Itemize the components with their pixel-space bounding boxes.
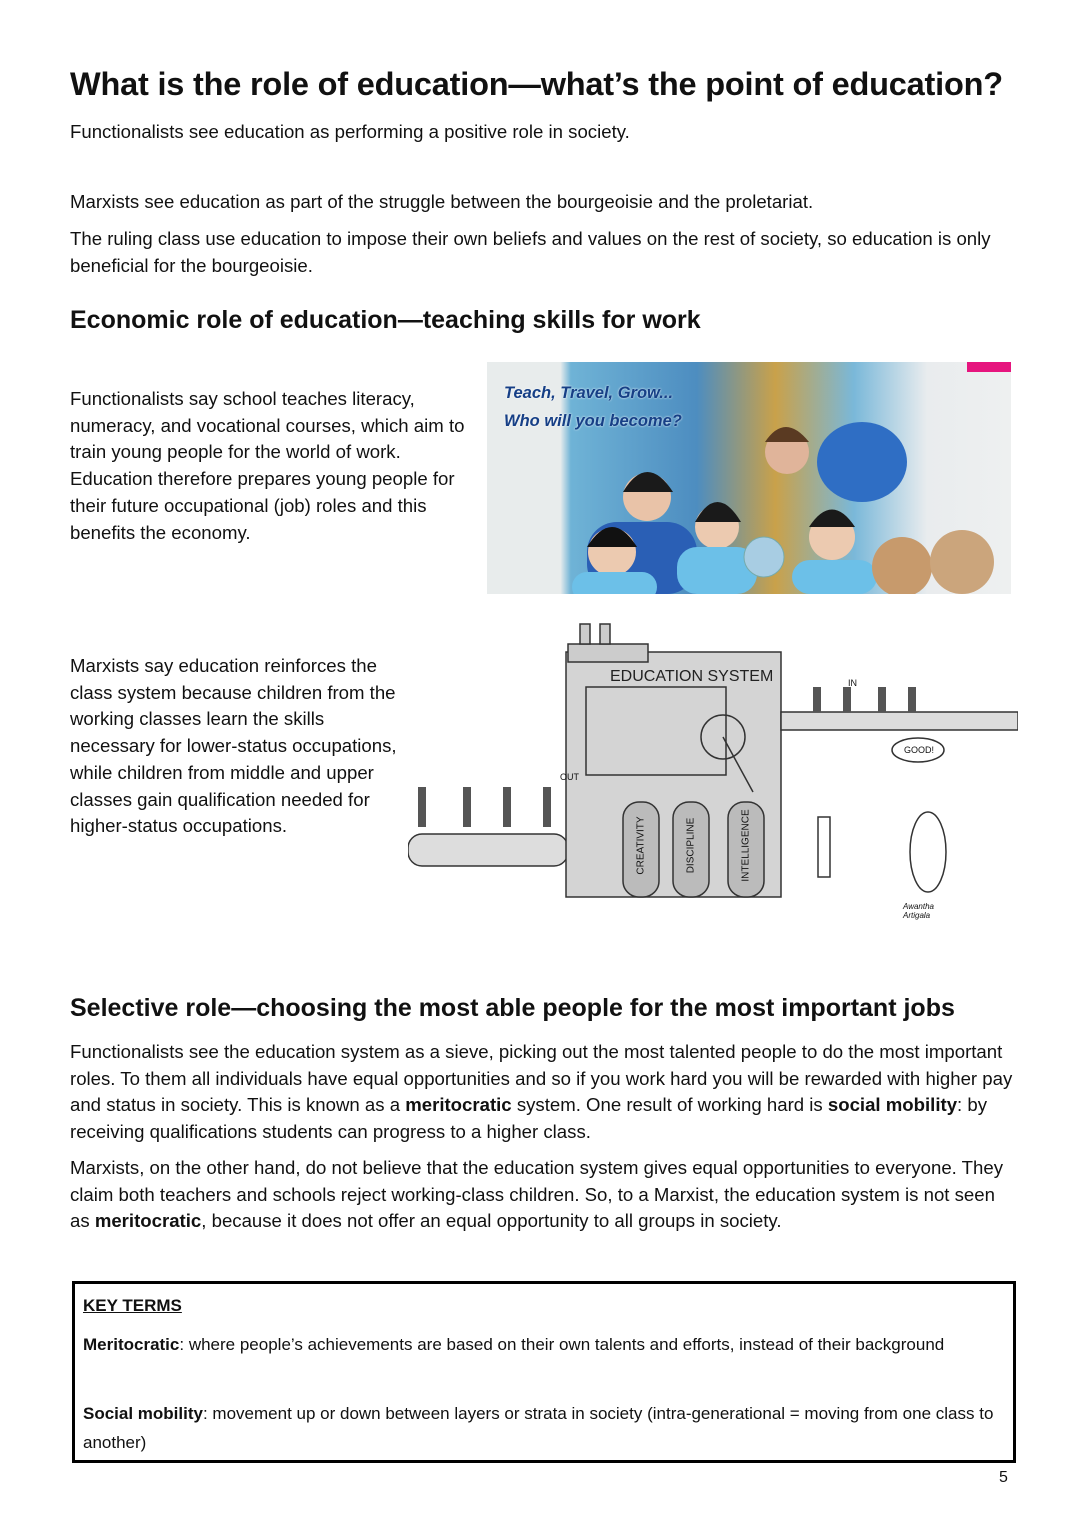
- selective-heading: Selective role—choosing the most able people for the most important jobs: [70, 994, 955, 1022]
- speech-bubble: GOOD!: [903, 745, 934, 755]
- in-label: IN: [848, 678, 857, 688]
- photo-caption-line1: Teach, Travel, Grow...: [504, 384, 674, 402]
- pipe-creativity: CREATIVITY: [635, 816, 647, 875]
- signature: Awantha Artigala: [903, 902, 934, 920]
- economic-marxist-text: Marxists say education reinforces the class system because children from the working classes learn the skills necessary for lower-status occupations, while children from middle and upper classes gain qualification needed for higher-status occupations.: [70, 655, 397, 837]
- photo-caption-line2: Who will you become?: [504, 412, 682, 430]
- key-terms-heading: KEY TERMS: [83, 1296, 182, 1315]
- pipe-discipline: DISCIPLINE: [685, 817, 697, 874]
- machine-drawing: [408, 612, 1018, 930]
- economic-functionalist-text: Functionalists say school teaches literacy, numeracy, and vocational courses, which aim to train young people for the world of work. Education therefore prepares young people for their future occupational (job) roles and this benefits the economy.: [70, 388, 465, 543]
- key-term-social-mobility: Social mobility: movement up or down between layers or strata in society (intra-generational = moving from one class to another): [83, 1404, 994, 1452]
- ruling-class-text: The ruling class use education to impose their own beliefs and values on the rest of society, so education is only beneficial for the bourgeoisie.: [70, 228, 991, 276]
- selective-functionalist-text: Functionalists see the education system as a sieve, picking out the most talented people to do the most important roles. To them all individuals have equal opportunities and so if you work hard you will be rewarded with higher pay and status in society. This is known as a meritocratic system. One result of working hard is social mobility: by receiving qualifications students can progress to a higher class.: [70, 1041, 1013, 1143]
- functionalist-intro: Functionalists see education as performing a positive role in society.: [70, 121, 630, 142]
- classroom-photo: [487, 362, 1011, 594]
- key-term-meritocratic: Meritocratic: where people’s achievements are based on their own talents and efforts, instead of their background: [83, 1335, 945, 1354]
- marxist-intro: Marxists see education as part of the struggle between the bourgeoisie and the proletariat.: [70, 191, 814, 212]
- page-number: 5: [999, 1469, 1008, 1486]
- machine-label: EDUCATION SYSTEM: [610, 668, 774, 685]
- page-title: What is the role of education—what’s the point of education?: [70, 66, 1003, 102]
- out-label: OUT: [560, 772, 579, 782]
- economic-heading: Economic role of education—teaching skills for work: [70, 306, 701, 334]
- key-terms-box: [72, 1281, 1016, 1463]
- selective-marxist-text: Marxists, on the other hand, do not believe that the education system gives equal opportunities to everyone. They claim both teachers and schools reject working-class children. So, to a Marxist, the education system is not seen as meritocratic, because it does not offer an equal opportunity to all groups in society.: [70, 1157, 1004, 1232]
- education-system-cartoon: [408, 612, 1018, 930]
- pipe-intelligence: INTELLIGENCE: [740, 809, 752, 882]
